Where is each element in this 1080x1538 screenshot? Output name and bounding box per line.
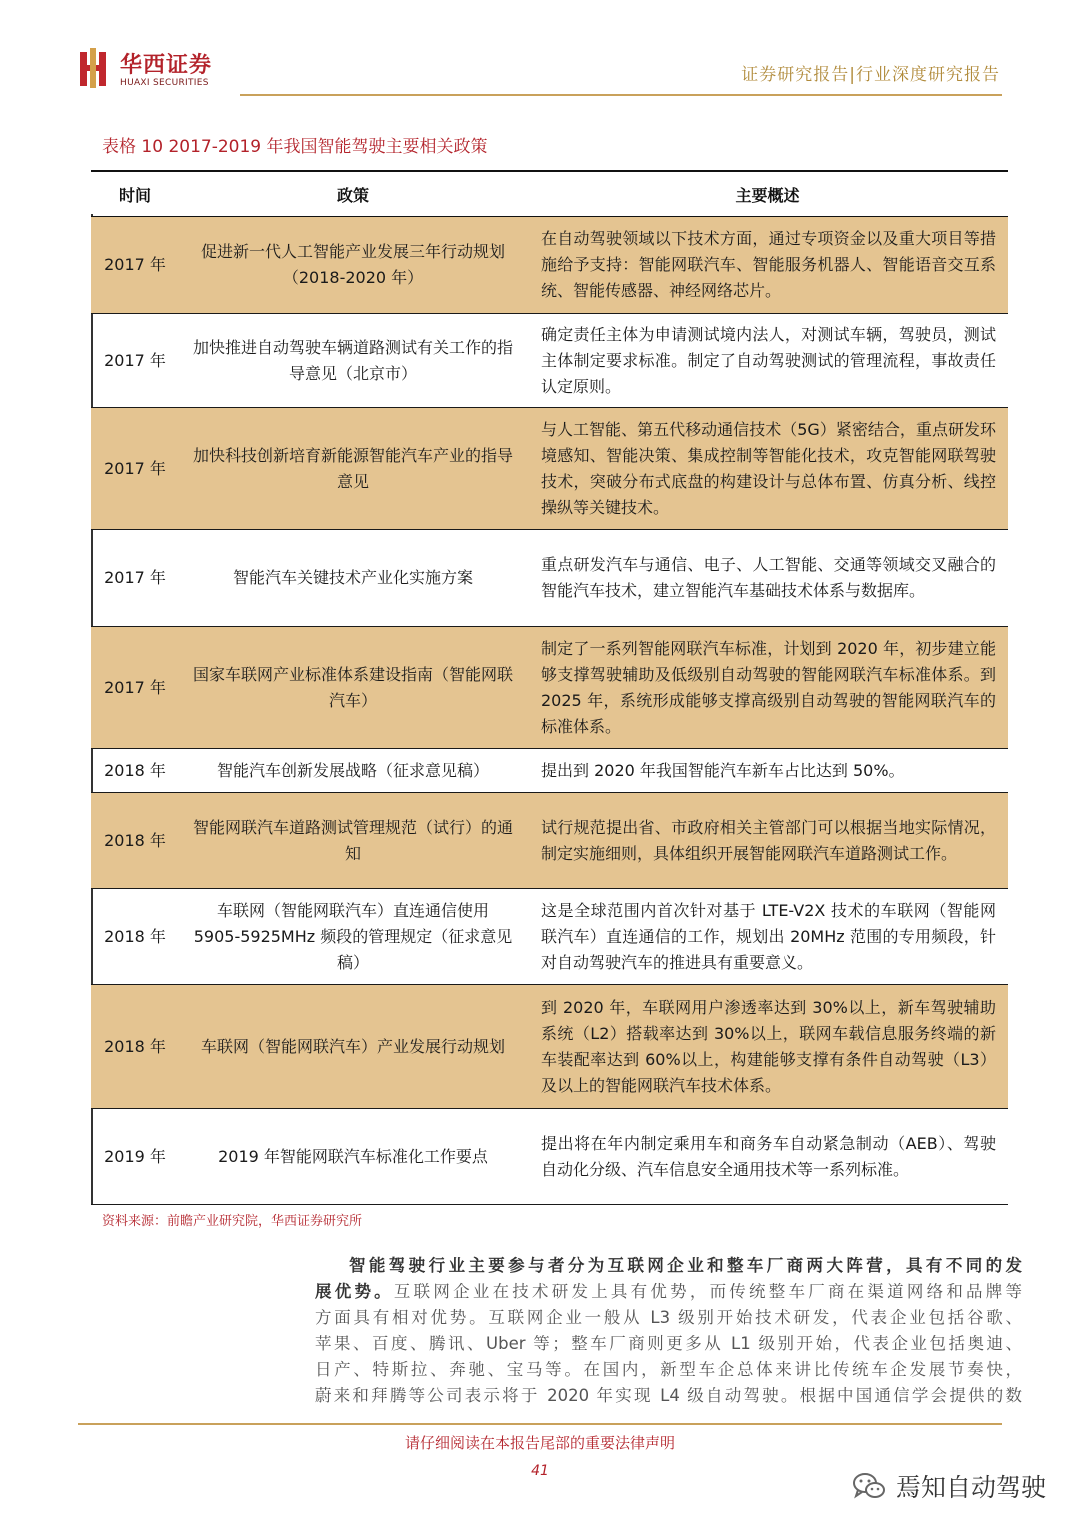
policy-table <box>91 170 1008 1205</box>
watermark <box>852 1468 1046 1504</box>
header-divider <box>240 94 1002 96</box>
cell-year: 2017 年 <box>91 217 179 314</box>
table-source: 资料来源：前瞻产业研究院，华西证券研究所 <box>102 1214 363 1229</box>
huaxi-logo-icon <box>78 48 112 88</box>
cell-policy: 加快推进自动驾驶车辆道路测试有关工作的指导意见（北京市） <box>179 314 527 408</box>
cell-year: 2018 年 <box>91 889 179 985</box>
cell-year: 2017 年 <box>91 408 179 530</box>
cell-policy: 智能网联汽车道路测试管理规范（试行）的通知 <box>179 793 527 889</box>
cell-year: 2019 年 <box>91 1109 179 1205</box>
legal-disclaimer: 请仔细阅读在本报告尾部的重要法律声明 <box>404 1434 675 1452</box>
table-row <box>91 793 1008 889</box>
logo-chinese-name: 华西证券 <box>120 53 213 78</box>
cell-year: 2017 年 <box>91 314 179 408</box>
paragraph-text: 蔚来和拜腾等公司表示将于 2020 年实现 L4 级自动驾驶。根据中国通信学会提供的数 <box>315 1386 1022 1405</box>
cell-summary: 提出将在年内制定乘用车和商务车自动紧急制动（AEB）、驾驶自动化分级、汽车信息安全通用技术等一系列标准。 <box>527 1109 1008 1205</box>
paragraph-line <box>315 1253 1022 1279</box>
table-row <box>91 1109 1008 1205</box>
table-title: 表格 10 2017-2019 年我国智能驾驶主要相关政策 <box>102 137 488 157</box>
cell-summary: 提出到 2020 年我国智能汽车新车占比达到 50%。 <box>527 749 1008 793</box>
cell-policy: 智能汽车创新发展战略（征求意见稿） <box>179 749 527 793</box>
header-policy: 政策 <box>179 171 527 217</box>
cell-summary: 试行规范提出省、市政府相关主管部门可以根据当地实际情况，制定实施细则，具体组织开展智能网联汽车道路测试工作。 <box>527 793 1008 889</box>
paragraph-line <box>315 1279 1022 1305</box>
table-header-row <box>91 171 1008 217</box>
cell-summary: 到 2020 年，车联网用户渗透率达到 30%以上，新车驾驶辅助系统（L2）搭载率达到 30%以上，联网车载信息服务终端的新车装配率达到 60%以上，构建能够支撑有条件自动驾驶（L3）及以上的智能网联汽车技术体系。 <box>527 985 1008 1109</box>
wechat-icon <box>852 1471 886 1501</box>
table-row <box>91 985 1008 1109</box>
footer-divider <box>78 1423 1002 1425</box>
logo-english-name: HUAXI SECURITIES <box>120 78 209 88</box>
table-row <box>91 627 1008 749</box>
cell-year: 2018 年 <box>91 985 179 1109</box>
cell-year: 2018 年 <box>91 793 179 889</box>
company-logo <box>78 46 220 94</box>
paragraph-line <box>315 1357 1022 1383</box>
table-row <box>91 217 1008 314</box>
table-row <box>91 749 1008 793</box>
paragraph-line <box>315 1305 1022 1331</box>
cell-policy: 车联网（智能网联汽车）直连通信使用 5905-5925MHz 频段的管理规定（征求意见稿） <box>179 889 527 985</box>
cell-summary: 在自动驾驶领域以下技术方面，通过专项资金以及重大项目等措施给予支持：智能网联汽车、智能服务机器人、智能语音交互系统、智能传感器、神经网络芯片。 <box>527 217 1008 314</box>
cell-policy: 促进新一代人工智能产业发展三年行动规划（2018-2020 年） <box>179 217 527 314</box>
cell-summary: 制定了一系列智能网联汽车标准，计划到 2020 年，初步建立能够支撑驾驶辅助及低级别自动驾驶的智能网联汽车标准体系。到 2025 年，系统形成能够支撑高级别自动驾驶的智能网联汽车的标准体系。 <box>527 627 1008 749</box>
paragraph-emphasis: 展优势。 <box>315 1282 394 1301</box>
cell-summary: 与人工智能、第五代移动通信技术（5G）紧密结合，重点研发环境感知、智能决策、集成控制等智能化技术，攻克智能网联驾驶技术，突破分布式底盘的构建设计与总体布置、仿真分析、线控操纵等关键技术。 <box>527 408 1008 530</box>
cell-policy: 2019 年智能网联汽车标准化工作要点 <box>179 1109 527 1205</box>
paragraph-text: 互联网企业在技术研发上具有优势，而传统整车厂商在渠道网络和品牌等 <box>393 1282 1022 1301</box>
header-time: 时间 <box>91 171 179 217</box>
cell-policy: 车联网（智能网联汽车）产业发展行动规划 <box>179 985 527 1109</box>
watermark-text: 焉知自动驾驶 <box>895 1473 1046 1502</box>
paragraph-emphasis: 智能驾驶行业主要参与者分为互联网企业和整车厂商两大阵营，具有不同的发 <box>349 1256 1022 1275</box>
table-row <box>91 314 1008 408</box>
paragraph-text: 日产、特斯拉、奔驰、宝马等。在国内，新型车企总体来讲比传统车企发展节奏快， <box>315 1360 1022 1379</box>
header-summary: 主要概述 <box>527 171 1008 217</box>
table-row <box>91 408 1008 530</box>
cell-year: 2017 年 <box>91 627 179 749</box>
cell-summary: 确定责任主体为申请测试境内法人，对测试车辆，驾驶员，测试主体制定要求标准。制定了自动驾驶测试的管理流程，事故责任认定原则。 <box>527 314 1008 408</box>
page-number: 41 <box>531 1463 549 1479</box>
cell-year: 2018 年 <box>91 749 179 793</box>
cell-policy: 加快科技创新培育新能源智能汽车产业的指导意见 <box>179 408 527 530</box>
cell-summary: 重点研发汽车与通信、电子、人工智能、交通等领域交叉融合的智能汽车技术，建立智能汽车基础技术体系与数据库。 <box>527 530 1008 627</box>
paragraph-text: 苹果、百度、腾讯、Uber 等；整车厂商则更多从 L1 级别开始，代表企业包括奥迪、 <box>315 1334 1022 1353</box>
cell-policy: 智能汽车关键技术产业化实施方案 <box>179 530 527 627</box>
cell-summary: 这是全球范围内首次针对基于 LTE-V2X 技术的车联网（智能网联汽车）直连通信的工作，规划出 20MHz 范围的专用频段，针对自动驾驶汽车的推进具有重要意义。 <box>527 889 1008 985</box>
report-type-label: 证券研究报告|行业深度研究报告 <box>741 65 1000 85</box>
body-paragraph <box>315 1253 1022 1409</box>
paragraph-text: 方面具有相对优势。互联网企业一般从 L3 级别开始技术研发，代表企业包括谷歌、 <box>315 1308 1022 1327</box>
paragraph-line <box>315 1383 1022 1409</box>
cell-policy: 国家车联网产业标准体系建设指南（智能网联汽车） <box>179 627 527 749</box>
table-row <box>91 530 1008 627</box>
table-row <box>91 889 1008 985</box>
cell-year: 2017 年 <box>91 530 179 627</box>
paragraph-line <box>315 1331 1022 1357</box>
